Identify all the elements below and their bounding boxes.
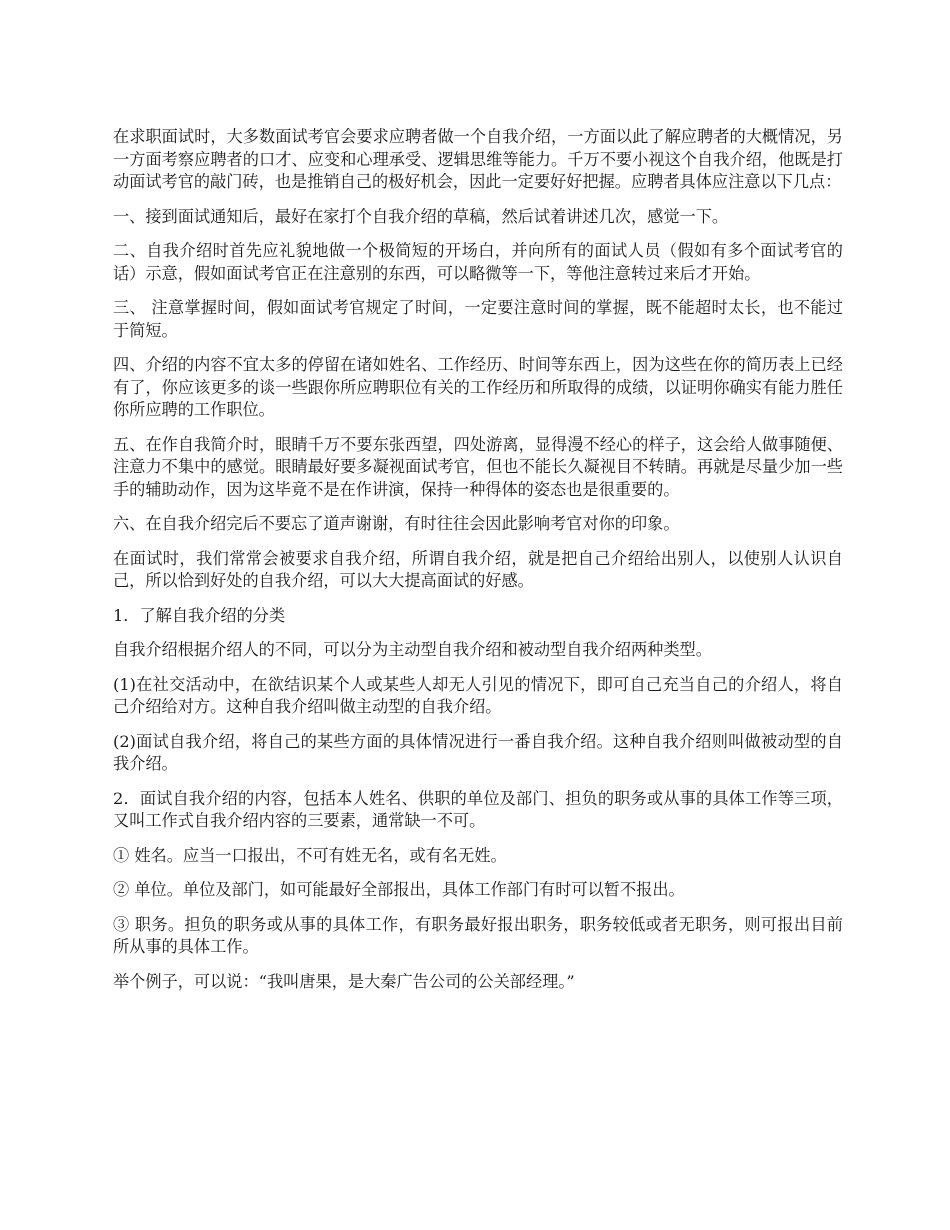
example-paragraph: 举个例子，可以说：“我叫唐果，是大秦广告公司的公关部经理。” — [113, 971, 575, 991]
definition-paragraph: 在面试时，我们常常会被要求自我介绍，所谓自我介绍，就是把自己介绍给出别人，以使别人认识自己，所以恰到好处的自我介绍，可以大大提高面试的好感。 — [113, 548, 843, 590]
section-2-paragraph: 2．面试自我介绍的内容，包括本人姓名、供职的单位及部门、担负的职务或从事的具体工作等三项，又叫工作式自我介绍内容的三要素，通常缺一不可。 — [113, 788, 843, 830]
intro-paragraph: 在求职面试时，大多数面试考官会要求应聘者做一个自我介绍，一方面以此了解应聘者的大概情况，另一方面考察应聘者的口才、应变和心理承受、逻辑思维等能力。千万不要小视这个自我介绍，他既是打动面试考官的敲门砖，也是推销自己的极好机会，因此一定要好好把握。应聘者具体应注意以下几点： — [113, 127, 843, 191]
element-position-paragraph: ③ 职务。担负的职务或从事的具体工作，有职务最好报出职务，职务较低或者无职务，则可报出目前所从事的具体工作。 — [113, 914, 843, 956]
section-1-heading: 1．了解自我介绍的分类 — [113, 605, 286, 625]
tip-1-paragraph: 一、接到面试通知后，最好在家打个自我介绍的草稿，然后试着讲述几次，感觉一下。 — [113, 206, 729, 226]
active-type-paragraph: (1)在社交活动中，在欲结识某个人或某些人却无人引见的情况下，即可自己充当自己的介绍人，将自己介绍给对方。这种自我介绍叫做主动型的自我介绍。 — [113, 674, 843, 716]
passive-type-paragraph: (2)面试自我介绍，将自己的某些方面的具体情况进行一番自我介绍。这种自我介绍则叫做被动型的自我介绍。 — [113, 731, 843, 773]
tip-4-paragraph: 四、介绍的内容不宜太多的停留在诸如姓名、工作经历、时间等东西上，因为这些在你的简历表上已经有了，你应该更多的谈一些跟你所应聘职位有关的工作经历和所取得的成绩，以证明你确实有能力胜任你所应聘的工作职位。 — [113, 355, 843, 419]
element-unit-paragraph: ② 单位。单位及部门，如可能最好全部报出，具体工作部门有时可以暂不报出。 — [113, 880, 685, 899]
tip-5-paragraph: 五、在作自我简介时，眼睛千万不要东张西望，四处游离，显得漫不经心的样子，这会给人做事随便、注意力不集中的感觉。眼睛最好要多凝视面试考官，但也不能长久凝视目不转睛。再就是尽量少加一些手的辅助动作，因为这毕竟不是在作讲演，保持一种得体的姿态也是很重要的。 — [113, 434, 843, 499]
tip-6-paragraph: 六、在自我介绍完后不要忘了道声谢谢，有时往往会因此影响考官对你的印象。 — [113, 514, 680, 533]
element-name-paragraph: ① 姓名。应当一口报出，不可有姓无名，或有名无姓。 — [113, 845, 507, 865]
document-body — [113, 126, 843, 1005]
tip-3-paragraph: 三、 注意掌握时间，假如面试考官规定了时间，一定要注意时间的掌握，既不能超时太长，也不能过于简短。 — [113, 298, 843, 340]
tip-2-paragraph: 二、自我介绍时首先应礼貌地做一个极简短的开场白，并向所有的面试人员（假如有多个面试考官的话）示意，假如面试考官正在注意别的东西，可以略微等一下，等他注意转过来后才开始。 — [113, 241, 843, 283]
classification-paragraph: 自我介绍根据介绍人的不同，可以分为主动型自我介绍和被动型自我介绍两种类型。 — [113, 640, 712, 659]
